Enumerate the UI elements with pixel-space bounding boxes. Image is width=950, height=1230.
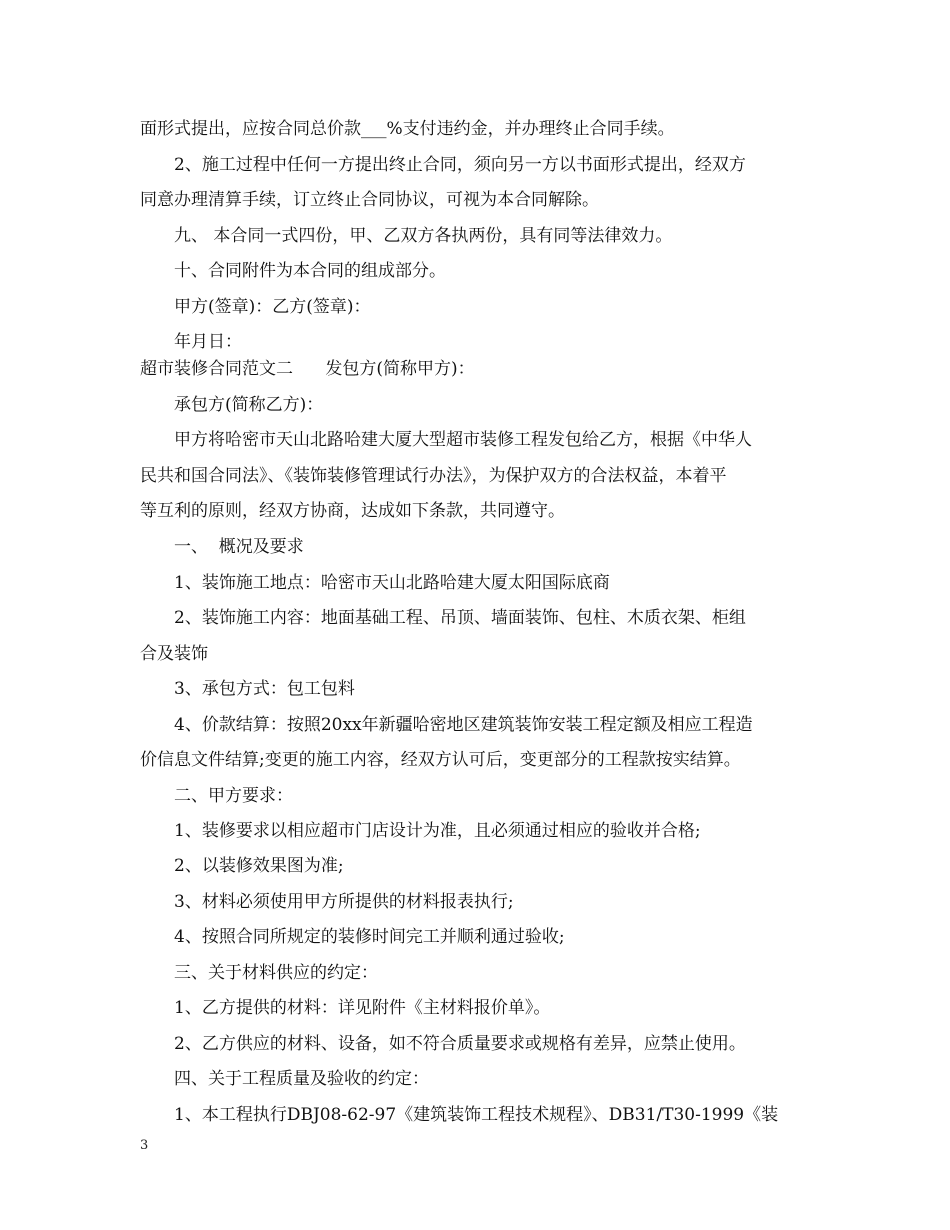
text-line: 面形式提出，应按合同总价款___%支付违约金，并办理终止合同手续。 <box>140 119 675 139</box>
text-line: 1、装修要求以相应超市门店设计为准，且必须通过相应的验收并合格; <box>174 821 701 841</box>
page-number: 3 <box>140 1138 149 1153</box>
text-line: 甲方将哈密市天山北路哈建大厦大型超市装修工程发包给乙方，根据《中华人 <box>174 430 752 450</box>
text-line: 3、承包方式：包工包料 <box>174 679 355 699</box>
text-line: 二、甲方要求： <box>174 786 293 806</box>
text-line: 1、装饰施工地点：哈密市天山北路哈建大厦太阳国际底商 <box>174 573 610 593</box>
text-line: 2、装饰施工内容：地面基础工程、吊顶、墙面装饰、包柱、木质衣架、柜组 <box>174 608 746 628</box>
text-line: 十、合同附件为本合同的组成部分。 <box>174 261 446 281</box>
text-line: 价信息文件结算;变更的施工内容，经双方认可后，变更部分的工程款按实结算。 <box>140 750 741 770</box>
text-line: 合及装饰 <box>140 644 208 664</box>
text-line: 1、乙方提供的材料：详见附件《主材料报价单》。 <box>174 998 551 1018</box>
text-line: 同意办理清算手续，订立终止合同协议，可视为本合同解除。 <box>140 190 599 210</box>
text-line: 三、关于材料供应的约定： <box>174 963 378 983</box>
text-line: 4、价款结算：按照20xx年新疆哈密地区建筑装饰安装工程定额及相应工程造 <box>174 715 753 735</box>
text-line: 承包方(简称乙方)： <box>174 395 324 415</box>
text-line: 1、本工程执行DBJ08-62-97《建筑装饰工程技术规程》、DB31/T30-1999《装 <box>174 1105 779 1125</box>
text-line: 民共和国合同法》、《装饰装修管理试行办法》，为保护双方的合法权益，本着平 <box>140 466 727 486</box>
text-line: 甲方(签章)：乙方(签章)： <box>174 297 371 317</box>
text-line: 2、施工过程中任何一方提出终止合同，须向另一方以书面形式提出，经双方 <box>174 155 746 175</box>
text-line: 超市装修合同范文二 发包方(简称甲方)： <box>140 359 475 379</box>
text-line: 九、 本合同一式四份，甲、乙双方各执两份，具有同等法律效力。 <box>174 226 673 246</box>
text-line: 等互利的原则，经双方协商，达成如下条款，共同遵守。 <box>140 501 565 521</box>
text-line: 4、按照合同所规定的装修时间完工并顺利通过验收; <box>174 927 565 947</box>
text-line: 一、 概况及要求 <box>174 537 304 557</box>
text-line: 3、材料必须使用甲方所提供的材料报表执行; <box>174 892 514 912</box>
text-line: 年月日： <box>174 332 242 352</box>
text-line: 2、以装修效果图为准; <box>174 856 344 876</box>
text-line: 四、关于工程质量及验收的约定： <box>174 1069 429 1089</box>
text-line: 2、乙方供应的材料、设备，如不符合质量要求或规格有差异，应禁止使用。 <box>174 1034 746 1054</box>
